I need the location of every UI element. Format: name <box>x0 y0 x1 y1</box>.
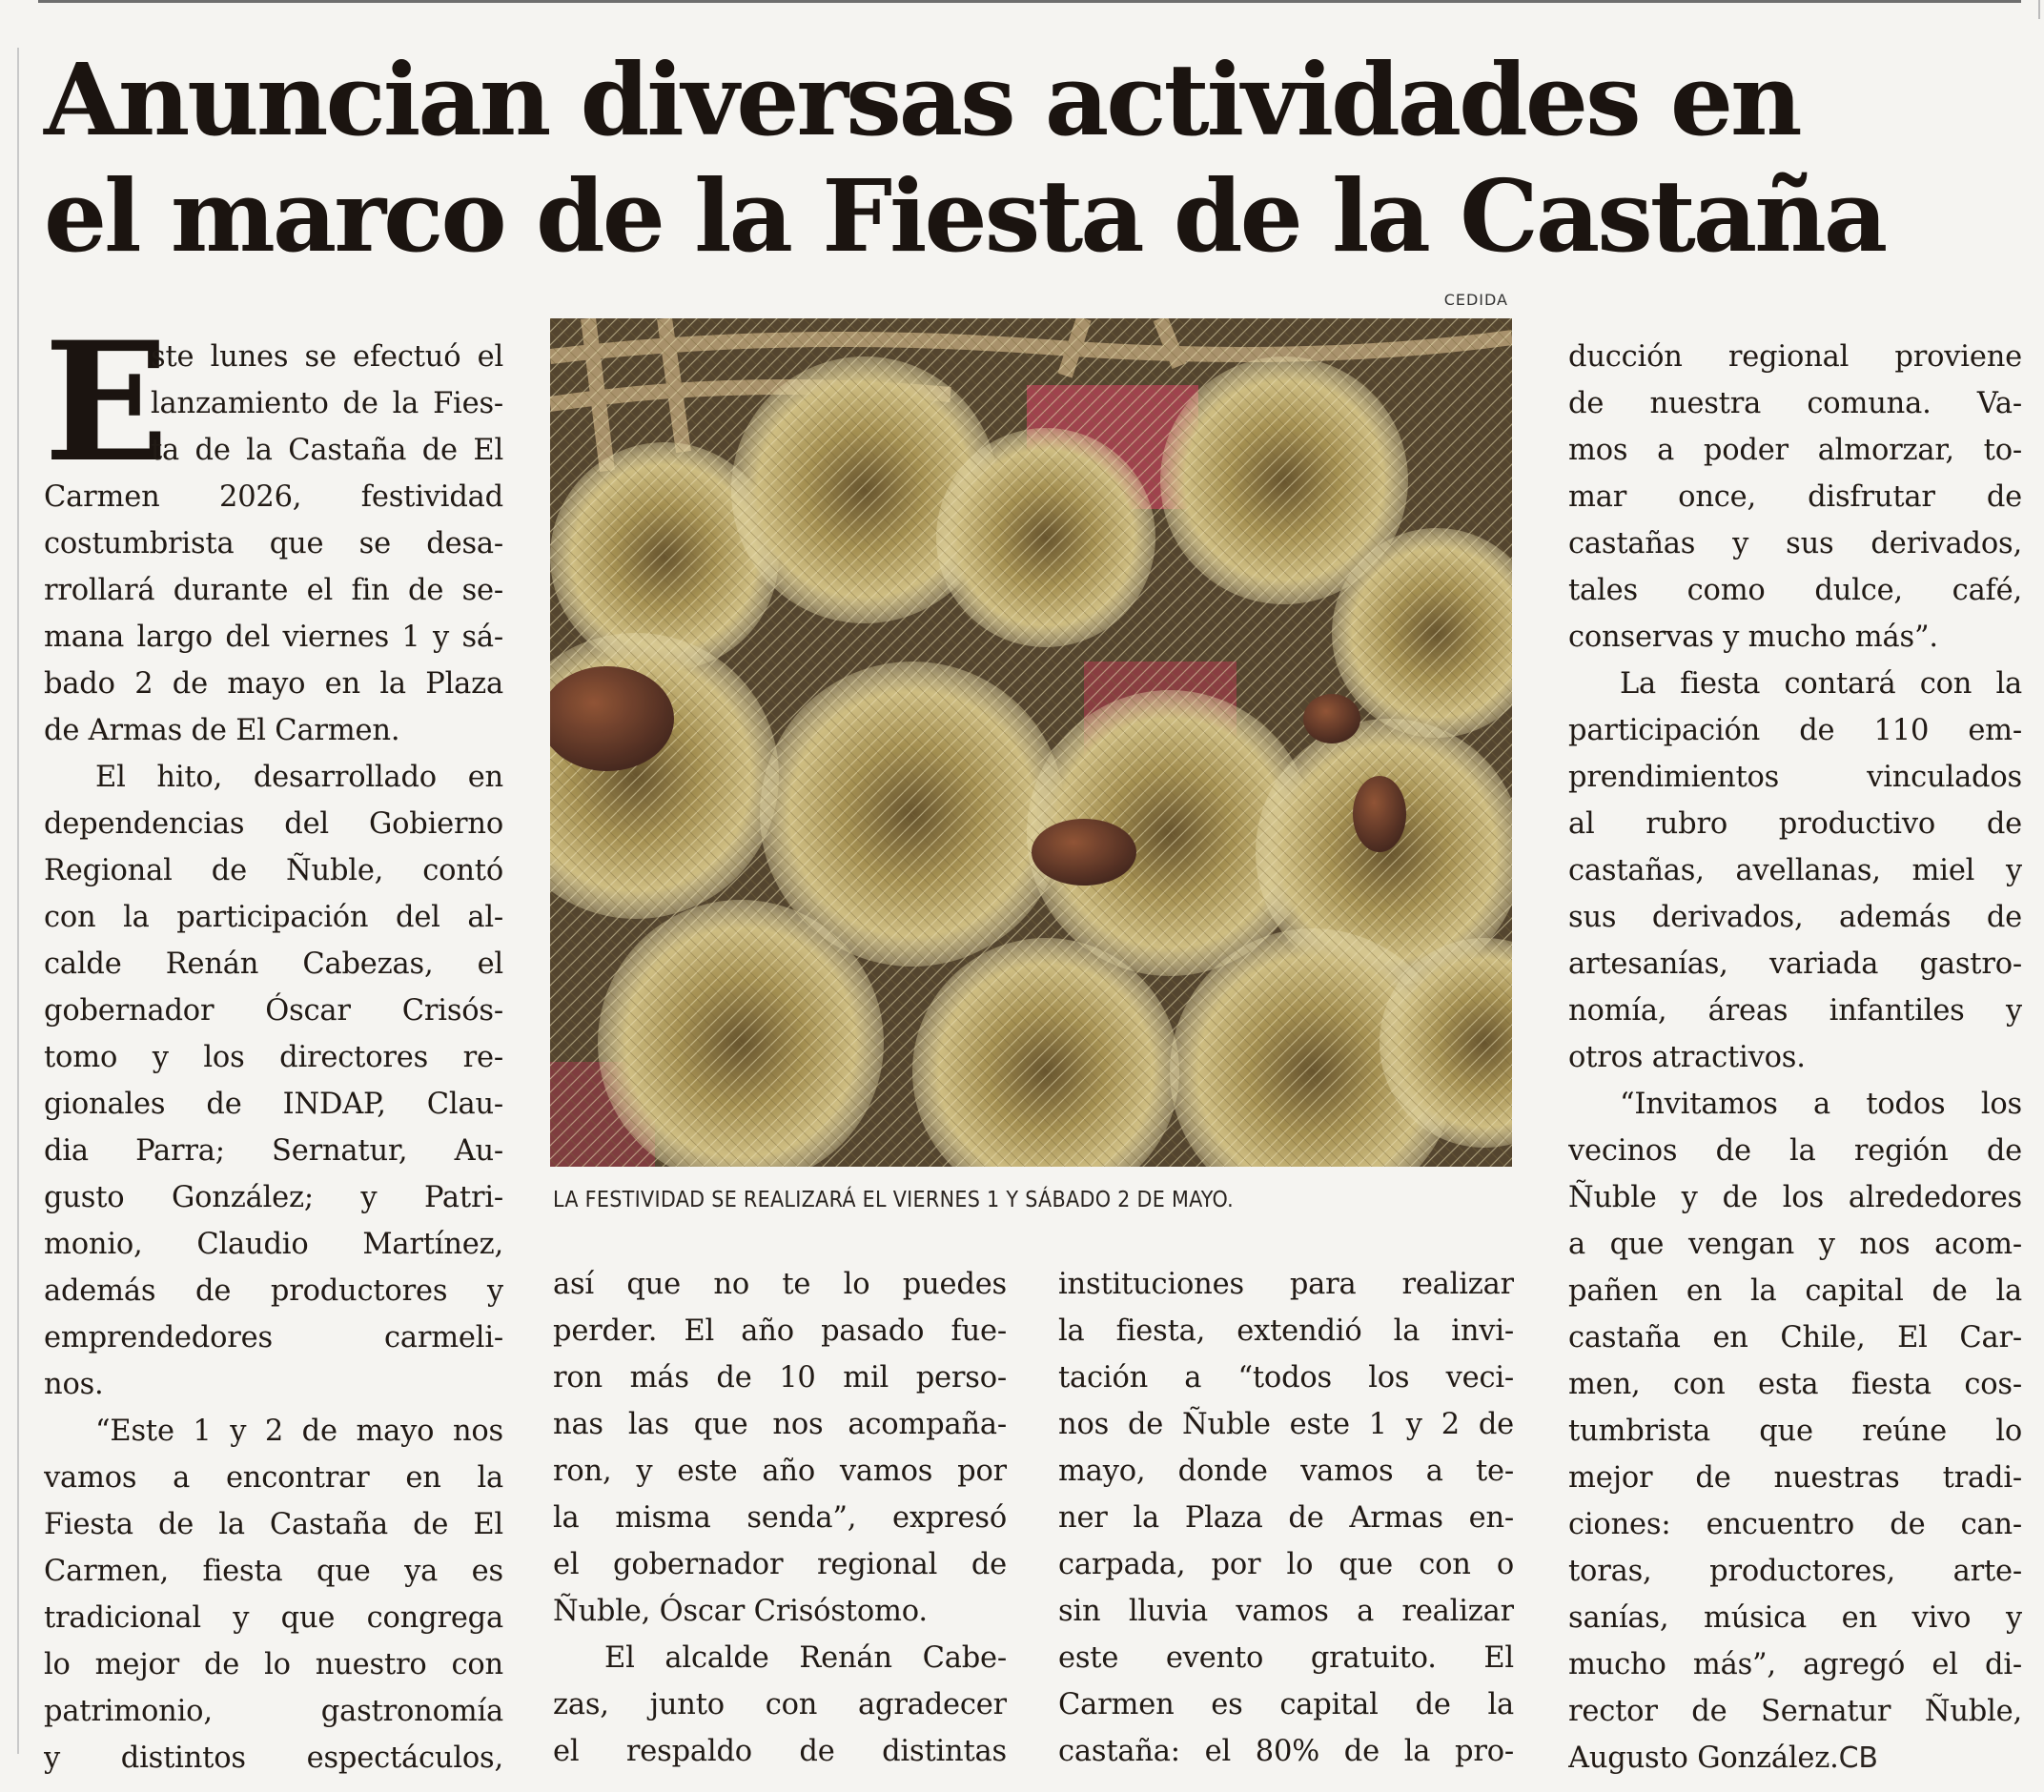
text-line: a que vengan y nos acom- <box>1568 1228 2022 1261</box>
text-line: Regional de Ñuble, contó <box>44 854 503 887</box>
headline <box>44 42 1970 275</box>
article-column-1 <box>44 305 503 1782</box>
text-line: patrimonio, gastronomía <box>44 1695 503 1728</box>
text-line: nomía, áreas infantiles y <box>1568 994 2022 1028</box>
text-line: nos. <box>44 1368 104 1401</box>
headline-line-2: el marco de la Fiesta de la Castaña <box>44 157 1886 275</box>
text-line: ciones: encuentro de can- <box>1568 1508 2022 1541</box>
text-line: de nuestra comuna. Va- <box>1568 387 2022 420</box>
text-line: ner la Plaza de Armas en- <box>1058 1501 1514 1535</box>
article-column-2 <box>553 1261 1007 1775</box>
text-line: men, con esta fiesta cos- <box>1568 1368 2022 1401</box>
text-line: rector de Sernatur Ñuble, <box>1568 1695 2022 1728</box>
text-line: ste lunes se efectuó el <box>151 340 503 374</box>
text-line: nos de Ñuble este 1 y 2 de <box>1058 1408 1514 1441</box>
text-line: zas, junto con agradecer <box>553 1688 1007 1721</box>
text-line: vecinos de la región de <box>1568 1134 2022 1168</box>
text-line: otros atractivos. <box>1568 1041 1806 1074</box>
text-line: prendimientos vinculados <box>1568 761 2022 794</box>
text-line: gusto González; y Patri- <box>44 1181 503 1214</box>
text-line: El alcalde Renán Cabe- <box>604 1641 1007 1675</box>
text-line: mejor de nuestras tradi- <box>1568 1461 2022 1495</box>
text-line: mar once, disfrutar de <box>1568 480 2022 514</box>
text-line: monio, Claudio Martínez, <box>44 1228 503 1261</box>
text-line: además de productores y <box>44 1274 503 1308</box>
text-line: castañas y sus derivados, <box>1568 527 2022 560</box>
text-line: pañen en la capital de la <box>1568 1274 2022 1308</box>
text-line: Ñuble, Óscar Crisóstomo. <box>553 1595 928 1628</box>
text-line: nas las que nos acompaña- <box>553 1408 1007 1441</box>
text-line: la fiesta, extendió la invi- <box>1058 1314 1514 1348</box>
text-line: bado 2 de mayo en la Plaza <box>44 667 503 701</box>
end-mark-icon: CB <box>1838 1741 1878 1775</box>
text-line: Carmen 2026, festividad <box>44 480 503 514</box>
text-line: tumbrista que reúne lo <box>1568 1415 2022 1448</box>
text-line: conservas y mucho más”. <box>1568 621 1938 654</box>
text-line: así que no te lo puedes <box>553 1268 1007 1301</box>
text-line: rrollará durante el fin de se- <box>44 574 503 607</box>
text-line: El hito, desarrollado en <box>95 761 503 794</box>
text-line: el gobernador regional de <box>553 1548 1007 1581</box>
text-line: castañas, avellanas, miel y <box>1568 854 2022 887</box>
text-line: instituciones para realizar <box>1058 1268 1514 1301</box>
text-line: lanzamiento de la Fies- <box>151 387 503 420</box>
article-column-3 <box>1058 1261 1514 1775</box>
text-line: ron más de 10 mil perso- <box>553 1361 1007 1395</box>
chestnuts-photo <box>550 318 1512 1167</box>
text-line: “Este 1 y 2 de mayo nos <box>95 1415 503 1448</box>
text-line: Fiesta de la Castaña de El <box>44 1508 503 1541</box>
text-line: ron, y este año vamos por <box>553 1455 1007 1488</box>
text-line: sanías, música en vivo y <box>1568 1601 2022 1635</box>
photo-caption: LA FESTIVIDAD SE REALIZARÁ EL VIERNES 1 Y SÁBADO 2 DE MAYO. <box>553 1188 1234 1212</box>
text-line: lo mejor de lo nuestro con <box>44 1648 503 1681</box>
text-line: dependencias del Gobierno <box>44 807 503 841</box>
text-line: al rubro productivo de <box>1568 807 2022 841</box>
text-line: vamos a encontrar en la <box>44 1461 503 1495</box>
text-line: gionales de INDAP, Clau- <box>44 1088 503 1121</box>
text-line: ducción regional proviene <box>1568 340 2022 374</box>
text-line: gobernador Óscar Crisós- <box>44 994 503 1028</box>
text-line: tales como dulce, café, <box>1568 574 2022 607</box>
text-line: sus derivados, además de <box>1568 901 2022 934</box>
text-line-final: Augusto González. <box>1568 1741 1839 1775</box>
text-line: dia Parra; Sernatur, Au- <box>44 1134 503 1168</box>
drop-cap: E <box>44 305 170 499</box>
text-line: tación a “todos los veci- <box>1058 1361 1514 1395</box>
text-line: La fiesta contará con la <box>1620 667 2022 701</box>
text-line: mana largo del viernes 1 y sá- <box>44 621 503 654</box>
text-line: artesanías, variada gastro- <box>1568 947 2022 981</box>
text-line: mos a poder almorzar, to- <box>1568 434 2022 467</box>
text-line: de Armas de El Carmen. <box>44 714 400 747</box>
text-line: toras, productores, arte- <box>1568 1555 2022 1588</box>
column-rule <box>17 48 19 1754</box>
photo-credit: CEDIDA <box>1443 291 1508 309</box>
text-line: Carmen, fiesta que ya es <box>44 1555 503 1588</box>
text-line: mucho más”, agregó el di- <box>1568 1648 2022 1681</box>
text-line: Carmen es capital de la <box>1058 1688 1514 1721</box>
text-line: castaña en Chile, El Car- <box>1568 1321 2022 1354</box>
text-line: castaña: el 80% de la pro- <box>1058 1735 1514 1768</box>
text-line: perder. El año pasado fue- <box>553 1314 1007 1348</box>
text-line: costumbrista que se desa- <box>44 527 503 560</box>
text-line: con la participación del al- <box>44 901 503 934</box>
text-line: sin lluvia vamos a realizar <box>1058 1595 1514 1628</box>
headline-line-1: Anuncian diversas actividades en <box>44 41 1800 158</box>
text-line: ta de la Castaña de El <box>151 434 503 467</box>
article-column-4 <box>1568 334 2022 1782</box>
text-line: y distintos espectáculos, <box>44 1741 503 1775</box>
text-line: calde Renán Cabezas, el <box>44 947 503 981</box>
text-line: mayo, donde vamos a te- <box>1058 1455 1514 1488</box>
text-line: Ñuble y de los alrededores <box>1568 1181 2022 1214</box>
text-line: este evento gratuito. El <box>1058 1641 1514 1675</box>
text-line-last <box>1568 1735 2022 1782</box>
text-line: carpada, por lo que con o <box>1058 1548 1514 1581</box>
page-edge <box>2038 0 2040 19</box>
text-line: el respaldo de distintas <box>553 1735 1007 1768</box>
chestnut-burrs-illustration <box>550 318 1512 1167</box>
text-line: “Invitamos a todos los <box>1620 1088 2022 1121</box>
text-line: tomo y los directores re- <box>44 1041 503 1074</box>
text-line: tradicional y que congrega <box>44 1601 503 1635</box>
top-rule <box>38 0 2021 3</box>
text-line: la misma senda”, expresó <box>553 1501 1007 1535</box>
text-line: participación de 110 em- <box>1568 714 2022 747</box>
text-line: emprendedores carmeli- <box>44 1321 503 1354</box>
